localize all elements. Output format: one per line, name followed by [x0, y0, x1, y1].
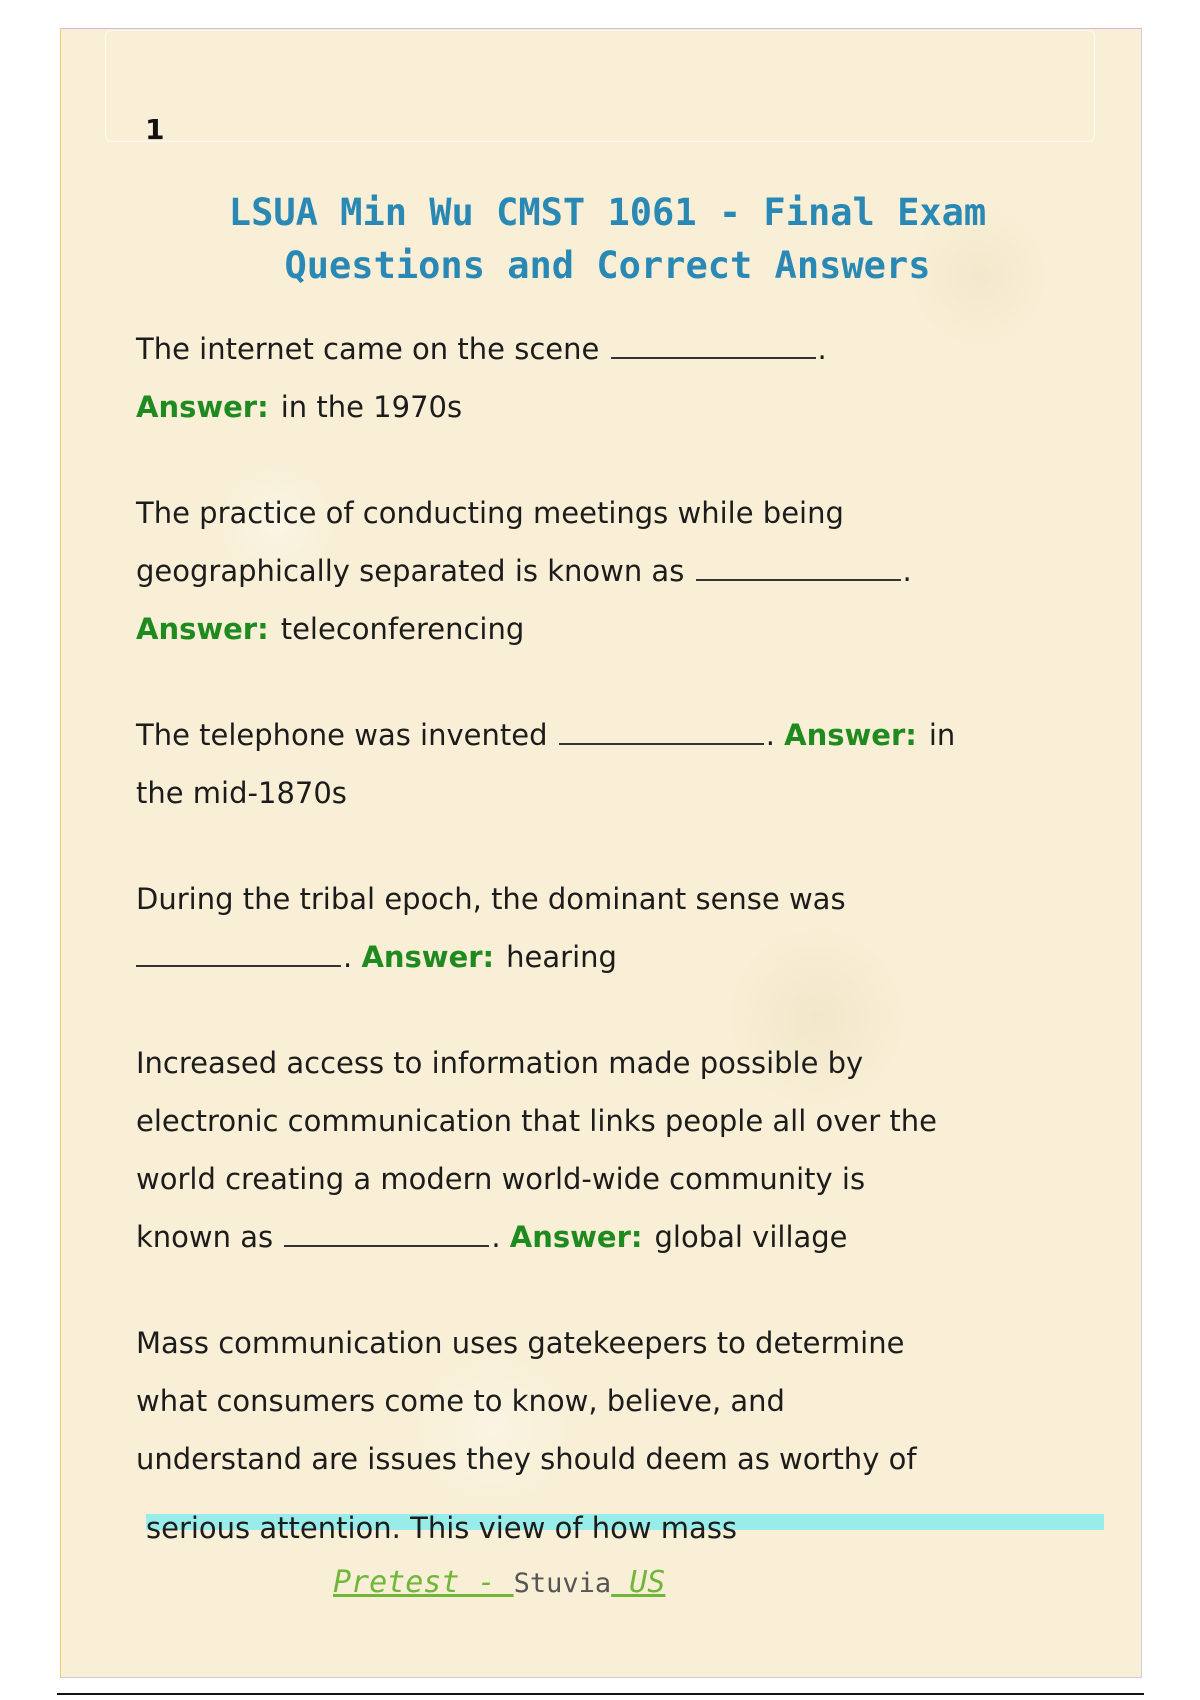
- answer-blank: [611, 333, 816, 359]
- question-item: During the tribal epoch, the dominant sense was . Answer: hearing: [136, 882, 846, 974]
- document-title: LSUA Min Wu CMST 1061 - Final Exam Questions and Correct Answers: [228, 191, 987, 287]
- answer-label: Answer:: [784, 718, 917, 752]
- answer-label: Answer:: [136, 390, 269, 424]
- question-text: The internet came on the scene: [136, 332, 600, 366]
- question-text: electronic communication that links people all over the: [136, 1104, 937, 1138]
- answer-blank: [559, 719, 764, 745]
- question-text: Mass communication uses gatekeepers to determine: [136, 1326, 905, 1360]
- question-item: The telephone was invented . Answer: in the mid-1870s: [136, 718, 956, 810]
- question-list: [136, 320, 1076, 1488]
- watermark[interactable]: [333, 1565, 665, 1600]
- question-item: The practice of conducting meetings while being geographically separated is known as . Answer: teleconferencing: [136, 496, 912, 646]
- question-text-partial: serious attention. This view of how mass: [146, 1511, 738, 1545]
- answer-text: global village: [654, 1220, 848, 1254]
- watermark-stuvia: Stuvia: [513, 1568, 612, 1599]
- question-text: During the tribal epoch, the dominant sense was: [136, 882, 846, 916]
- answer-label: Answer:: [509, 1220, 643, 1254]
- question-item: [136, 1314, 1076, 1488]
- question-text: understand are issues they should deem as worthy of: [136, 1442, 917, 1476]
- header-box: [105, 30, 1095, 142]
- answer-label: Answer:: [361, 940, 495, 974]
- question-item: Increased access to information made possible by electronic communication that links people all over the world creating a modern world-wide community is known as . Answer: global village: [136, 1046, 937, 1254]
- question-text: Increased access to information made possible by: [136, 1046, 864, 1080]
- question-text: world creating a modern world-wide community is: [136, 1162, 866, 1196]
- question-text: geographically separated is known as: [136, 554, 685, 588]
- answer-blank: [696, 555, 901, 581]
- answer-text: in the 1970s: [280, 390, 463, 424]
- answer-label: Answer:: [136, 612, 269, 646]
- question-text: known as: [136, 1220, 274, 1254]
- page-divider: [57, 1693, 1144, 1695]
- answer-blank: [284, 1221, 489, 1247]
- answer-blank: [136, 941, 341, 967]
- question-text: The telephone was invented: [136, 718, 548, 752]
- answer-text: teleconferencing: [280, 612, 525, 646]
- question-text: The practice of conducting meetings while being: [136, 496, 844, 530]
- question-item: The internet came on the scene . Answer: in the 1970s: [136, 332, 827, 424]
- watermark-us[interactable]: US: [611, 1565, 666, 1600]
- page-number: 1: [145, 113, 165, 146]
- answer-text: hearing: [506, 940, 617, 974]
- question-text: what consumers come to know, believe, and: [136, 1384, 785, 1418]
- answer-text: in: [928, 718, 956, 752]
- answer-text: the mid-1870s: [136, 776, 347, 810]
- watermark-pretest[interactable]: Pretest -: [333, 1565, 514, 1600]
